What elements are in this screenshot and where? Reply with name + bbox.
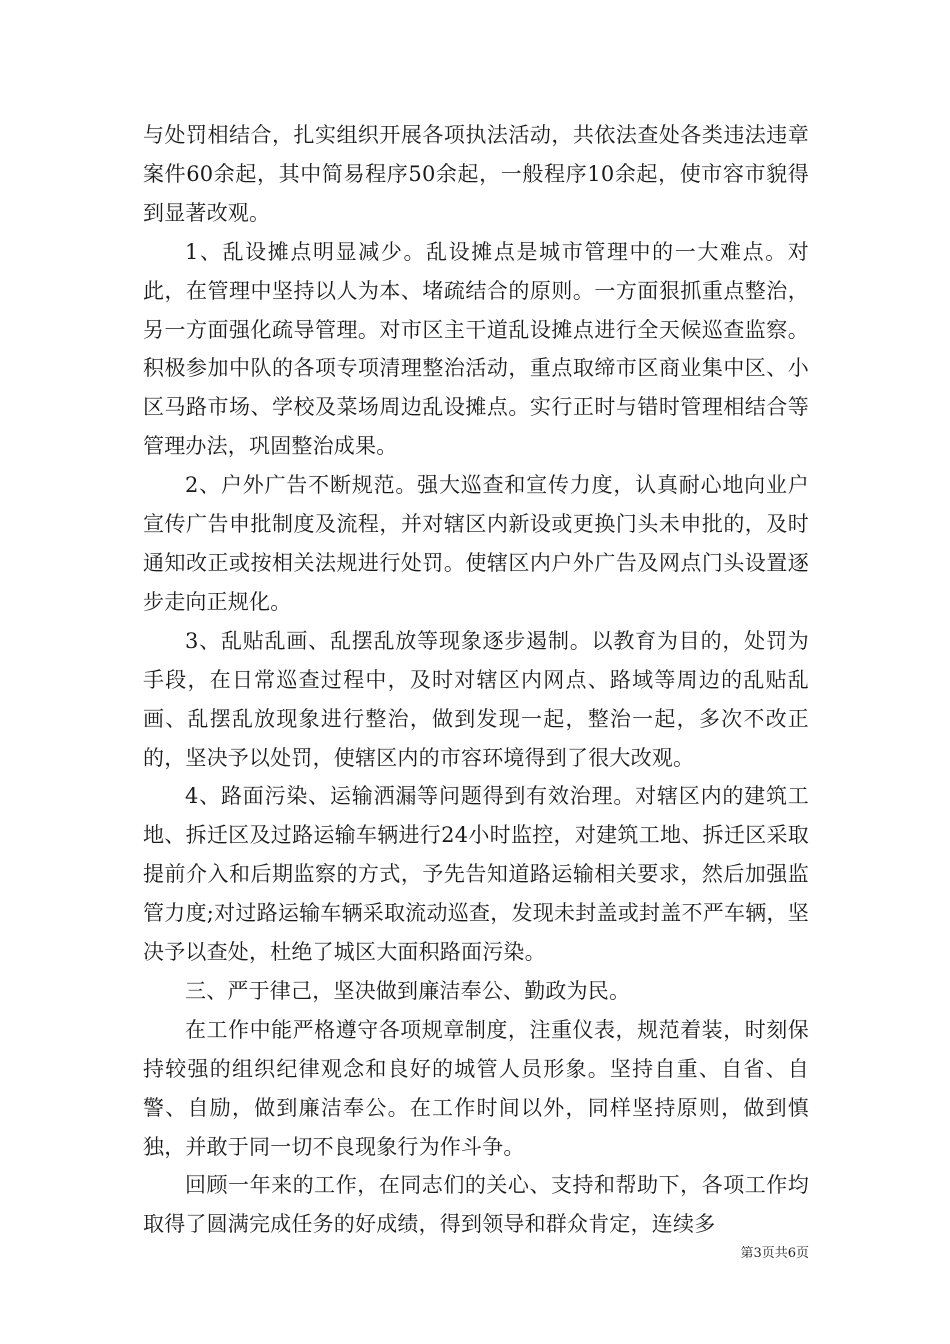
paragraph-1: 与处罚相结合，扎实组织开展各项执法活动，共依法查处各类违法违章案件60余起，其中简易程序50余起，一般程序10余起，使市容市貌得到显著改观。 [143,123,809,225]
paragraph-7: 在工作中能严格遵守各项规章制度，注重仪表，规范着装，时刻保持较强的组织纪律观念和良好的城管人员形象。坚持自重、自省、自警、自励，做到廉洁奉公。在工作时间以外，同样坚持原则，做到慎独，并敢于同一切不良现象行为作斗争。 [143,1017,809,1159]
document-body [143,116,809,1244]
paragraph-5: 4、路面污染、运输洒漏等问题得到有效治理。对辖区内的建筑工地、拆迁区及过路运输车辆进行24小时监控，对建筑工地、拆迁区采取提前介入和后期监察的方式，予先告知道路运输相关要求，然后加强监管力度;对过路运输车辆采取流动巡查，发现未封盖或封盖不严车辆，坚决予以查处，杜绝了城区大面积路面污染。 [143,784,809,965]
paragraph-3: 2、户外广告不断规范。强大巡查和宣传力度，认真耐心地向业户宣传广告申批制度及流程，并对辖区内新设或更换门头未申批的，及时通知改正或按相关法规进行处罚。使辖区内户外广告及网点门头设置逐步走向正规化。 [143,473,809,614]
paragraph-4: 3、乱贴乱画、乱摆乱放等现象逐步遏制。以教育为目的，处罚为手段，在日常巡查过程中，及时对辖区内网点、路域等周边的乱贴乱画、乱摆乱放现象进行整治，做到发现一起，整治一起，多次不改正的，坚决予以处罚，使辖区内的市容环境得到了很大改观。 [143,628,809,770]
section-heading-3: 三、严于律己，坚决做到廉洁奉公、勤政为民。 [185,978,631,1003]
paragraph-8: 回顾一年来的工作，在同志们的关心、支持和帮助下，各项工作均取得了圆满完成任务的好成绩，得到领导和群众肯定，连续多 [143,1173,809,1237]
page-number: 第3页共6页 [740,1246,809,1261]
paragraph-2: 1、乱设摊点明显减少。乱设摊点是城市管理中的一大难点。对此，在管理中坚持以人为本、堵疏结合的原则。一方面狠抓重点整治，另一方面强化疏导管理。对市区主干道乱设摊点进行全天候巡查监察。积极参加中队的各项专项清理整治活动，重点取缔市区商业集中区、小区马路市场、学校及菜场周边乱设摊点。实行正时与错时管理相结合等管理办法，巩固整治成果。 [143,239,809,459]
